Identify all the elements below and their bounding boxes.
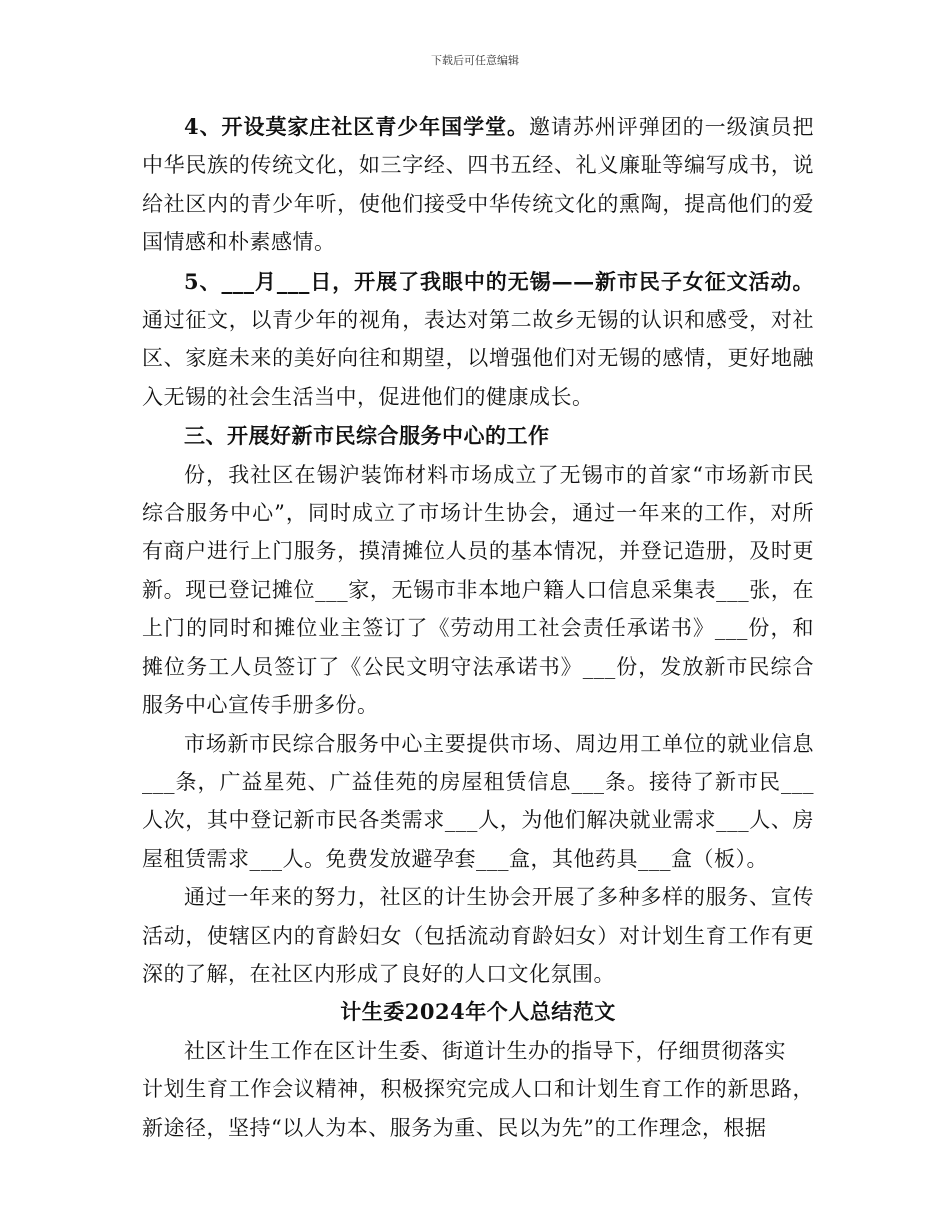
- item-4-heading: 4、开设莫家庄社区青少年国学堂。: [184, 114, 529, 139]
- item-4-text: 邀请苏州评弹团的一级演员把中华民族的传统文化，如三字经、四书五经、礼义廉耻等编写成书，说给社区内的青少年听，使他们接受中华传统文化的熏陶，提高他们的爱国情感和朴素感情。: [142, 115, 814, 255]
- paragraph-intro-rest: 计划生育工作会议精神，积极探究完成人口和计划生育工作的新思路，新途径，坚持“以人为本、服务为重、民以为先”的工作理念，根据: [142, 1077, 814, 1140]
- paragraph-market-info: 市场新市民综合服务中心主要提供市场、周边用工单位的就业信息___条，广益星苑、广益佳苑的房屋租赁信息___条。接待了新市民___人次，其中登记新市民各类需求___人，为他们解决就业需求___人、房屋租赁需求___人。免费发放避孕套___盒，其他药具___盒（板）。: [142, 731, 814, 871]
- document-body: [142, 108, 814, 1147]
- section-3-heading: 三、开展好新市民综合服务中心的工作: [184, 423, 550, 449]
- paragraph-intro-line1: 社区计生工作在区计生委、街道计生办的指导下，仔细贯彻落实: [184, 1038, 786, 1063]
- paragraph-service-center: 份，我社区在锡沪装饰材料市场成立了无锡市的首家“市场新市民综合服务中心”，同时成立了市场计生协会，通过一年来的工作，对所有商户进行上门服务，摸清摊位人员的基本情况，并登记造册，及时更新。现已登记摊位___家，无锡市非本地户籍人口信息采集表___张，在上门的同时和摊位业主签订了《劳动用工社会责任承诺书》___份，和摊位务工人员签订了《公民文明守法承诺书》___份，发放新市民综合服务中心宣传手册多份。: [142, 462, 814, 718]
- paragraph-item-4: [142, 108, 814, 262]
- paragraph-family-planning: 通过一年来的努力，社区的计生协会开展了多种多样的服务、宣传活动，使辖区内的育龄妇女（包括流动育龄妇女）对计划生育工作有更深的了解，在社区内形成了良好的人口文化氛围。: [142, 885, 814, 986]
- item-5-heading: 5、___月___日，开展了我眼中的无锡——新市民子女征文活动。: [184, 268, 814, 294]
- document-title: 计生委2024年个人总结范文: [340, 999, 616, 1025]
- item-5-text: 通过征文，以青少年的视角，表达对第二故乡无锡的认识和感受，对社区、家庭未来的美好向往和期望，以增强他们对无锡的感情，更好地融入无锡的社会生活当中，促进他们的健康成长。: [142, 308, 814, 409]
- paragraph-item-5: [142, 263, 814, 417]
- page-header-note: 下载后可任意编辑: [431, 54, 519, 67]
